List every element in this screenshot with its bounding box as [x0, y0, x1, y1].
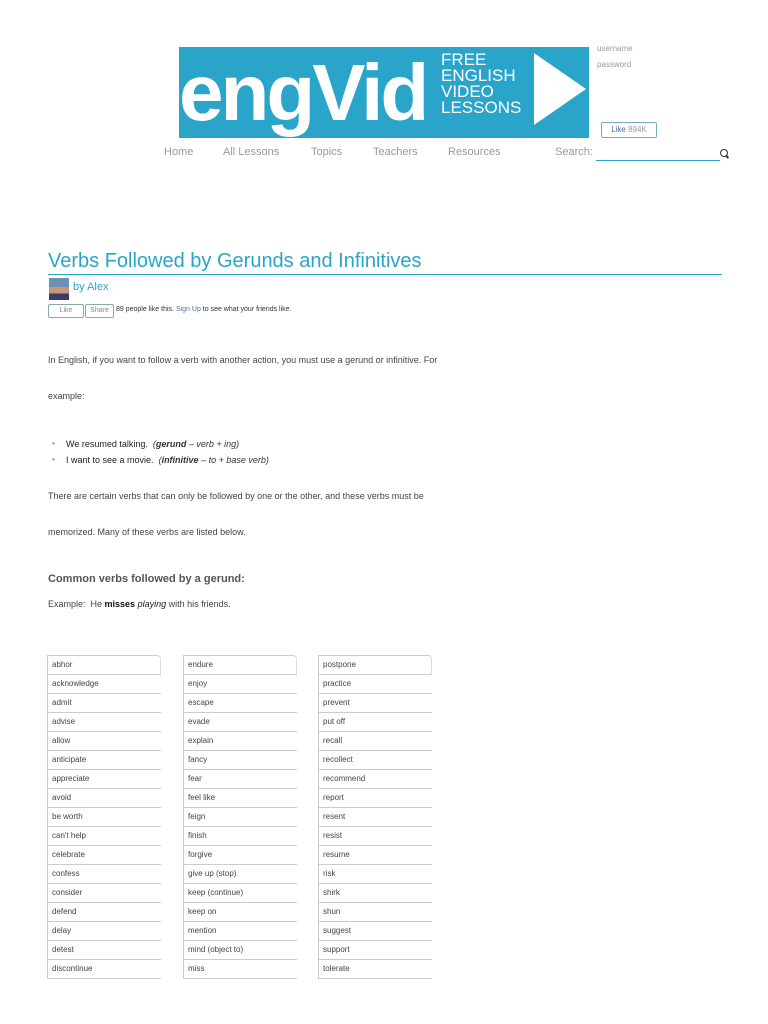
- list-item: • We resumed talking. (gerund – verb + ing): [52, 439, 269, 455]
- table-row: delay: [47, 922, 161, 941]
- table-row: escape: [183, 694, 297, 713]
- intro-line-2: example:: [48, 391, 85, 401]
- search-input[interactable]: [596, 160, 720, 161]
- verb-column-3: [318, 655, 432, 979]
- nav-home[interactable]: Home: [164, 146, 194, 158]
- table-row: shirk: [318, 884, 432, 903]
- table-row: recommend: [318, 770, 432, 789]
- example-sentence: I want to see a movie.: [66, 455, 154, 465]
- table-row: risk: [318, 865, 432, 884]
- table-row: anticipate: [47, 751, 161, 770]
- table-row: resist: [318, 827, 432, 846]
- table-row: mind (object to): [183, 941, 297, 960]
- table-row: keep (continue): [183, 884, 297, 903]
- nav-topics[interactable]: Topics: [311, 146, 343, 158]
- nav-all-lessons[interactable]: All Lessons: [223, 146, 280, 158]
- table-row: recollect: [318, 751, 432, 770]
- logo-tagline-line: VIDEO: [441, 82, 494, 101]
- table-row: postpone: [318, 655, 432, 675]
- share-button[interactable]: Share: [85, 304, 114, 318]
- password-label[interactable]: password: [597, 60, 632, 69]
- table-row: recall: [318, 732, 432, 751]
- intro-line-1: In English, if you want to follow a verb with another action, you must use a gerund or infinitive. For: [48, 355, 438, 365]
- table-row: report: [318, 789, 432, 808]
- table-row: suggest: [318, 922, 432, 941]
- table-row: be worth: [47, 808, 161, 827]
- table-row: feign: [183, 808, 297, 827]
- nav-resources[interactable]: Resources: [448, 146, 501, 158]
- table-row: consider: [47, 884, 161, 903]
- like-suffix-text: to see what your friends like.: [202, 306, 292, 313]
- example-sentence: We resumed talking.: [66, 439, 148, 449]
- body-line-1: There are certain verbs that can only be followed by one or the other, and these verbs must be: [48, 491, 424, 501]
- list-item: • I want to see a movie. (infinitive – to + base verb): [52, 455, 269, 471]
- table-row: support: [318, 941, 432, 960]
- example-explanation: – verb + ing): [186, 439, 240, 449]
- author-avatar: [49, 278, 69, 300]
- table-row: feel like: [183, 789, 297, 808]
- search-icon[interactable]: [720, 149, 728, 157]
- table-row: avoid: [47, 789, 161, 808]
- example-verb: misses: [104, 599, 136, 609]
- body-line-2: memorized. Many of these verbs are listed below.: [48, 527, 246, 537]
- like-summary: [116, 306, 292, 313]
- logo-wordmark: engVid: [179, 48, 427, 137]
- example-rest: with his friends.: [166, 599, 231, 609]
- table-row: detest: [47, 941, 161, 960]
- section-heading: Common verbs followed by a gerund:: [48, 573, 245, 585]
- table-row: shun: [318, 903, 432, 922]
- like-count: 894K: [628, 125, 647, 134]
- table-row: mention: [183, 922, 297, 941]
- gerund-example: [48, 599, 231, 609]
- table-row: fancy: [183, 751, 297, 770]
- table-row: put off: [318, 713, 432, 732]
- author-link[interactable]: by Alex: [73, 281, 109, 293]
- table-row: fear: [183, 770, 297, 789]
- logo-tagline-line: LESSONS: [441, 98, 522, 117]
- table-row: give up (stop): [183, 865, 297, 884]
- table-row: abhor: [47, 655, 161, 675]
- example-explanation: – to + base verb): [198, 455, 269, 465]
- table-row: acknowledge: [47, 675, 161, 694]
- search-label: Search:: [555, 146, 593, 158]
- username-label[interactable]: username: [597, 44, 633, 53]
- main-nav: [0, 145, 768, 161]
- logo-tagline-line: FREE: [441, 50, 487, 69]
- sign-up-link[interactable]: Sign Up: [175, 306, 201, 313]
- verb-column-2: [183, 655, 297, 979]
- table-row: prevent: [318, 694, 432, 713]
- logo-tagline-line: ENGLISH: [441, 66, 516, 85]
- play-icon: [534, 53, 586, 125]
- table-row: explain: [183, 732, 297, 751]
- table-row: endure: [183, 655, 297, 675]
- nav-teachers[interactable]: Teachers: [373, 146, 418, 158]
- table-row: defend: [47, 903, 161, 922]
- table-row: advise: [47, 713, 161, 732]
- table-row: forgive: [183, 846, 297, 865]
- table-row: keep on: [183, 903, 297, 922]
- table-row: can't help: [47, 827, 161, 846]
- logo-tagline: [441, 52, 521, 116]
- table-row: practice: [318, 675, 432, 694]
- example-list: [52, 439, 269, 471]
- table-row: appreciate: [47, 770, 161, 789]
- example-prefix: Example: He: [48, 599, 105, 609]
- table-row: enjoy: [183, 675, 297, 694]
- like-label: Like: [611, 125, 626, 134]
- table-row: allow: [47, 732, 161, 751]
- table-row: finish: [183, 827, 297, 846]
- table-row: resent: [318, 808, 432, 827]
- page-title: Verbs Followed by Gerunds and Infinitives: [48, 250, 422, 272]
- table-row: miss: [183, 960, 297, 979]
- example-term: gerund: [155, 439, 187, 449]
- table-row: discontinue: [47, 960, 161, 979]
- table-row: tolerate: [318, 960, 432, 979]
- like-count-text: 89 people like this.: [116, 306, 174, 313]
- title-divider: [48, 274, 722, 275]
- table-row: evade: [183, 713, 297, 732]
- engvid-logo[interactable]: [179, 47, 589, 138]
- verb-column-1: [47, 655, 161, 979]
- table-row: admit: [47, 694, 161, 713]
- table-row: celebrate: [47, 846, 161, 865]
- table-row: resume: [318, 846, 432, 865]
- table-row: confess: [47, 865, 161, 884]
- like-button[interactable]: Like: [48, 304, 84, 318]
- example-term: infinitive: [161, 455, 199, 465]
- facebook-like-button[interactable]: [601, 122, 657, 138]
- example-gerund: playing: [135, 599, 167, 609]
